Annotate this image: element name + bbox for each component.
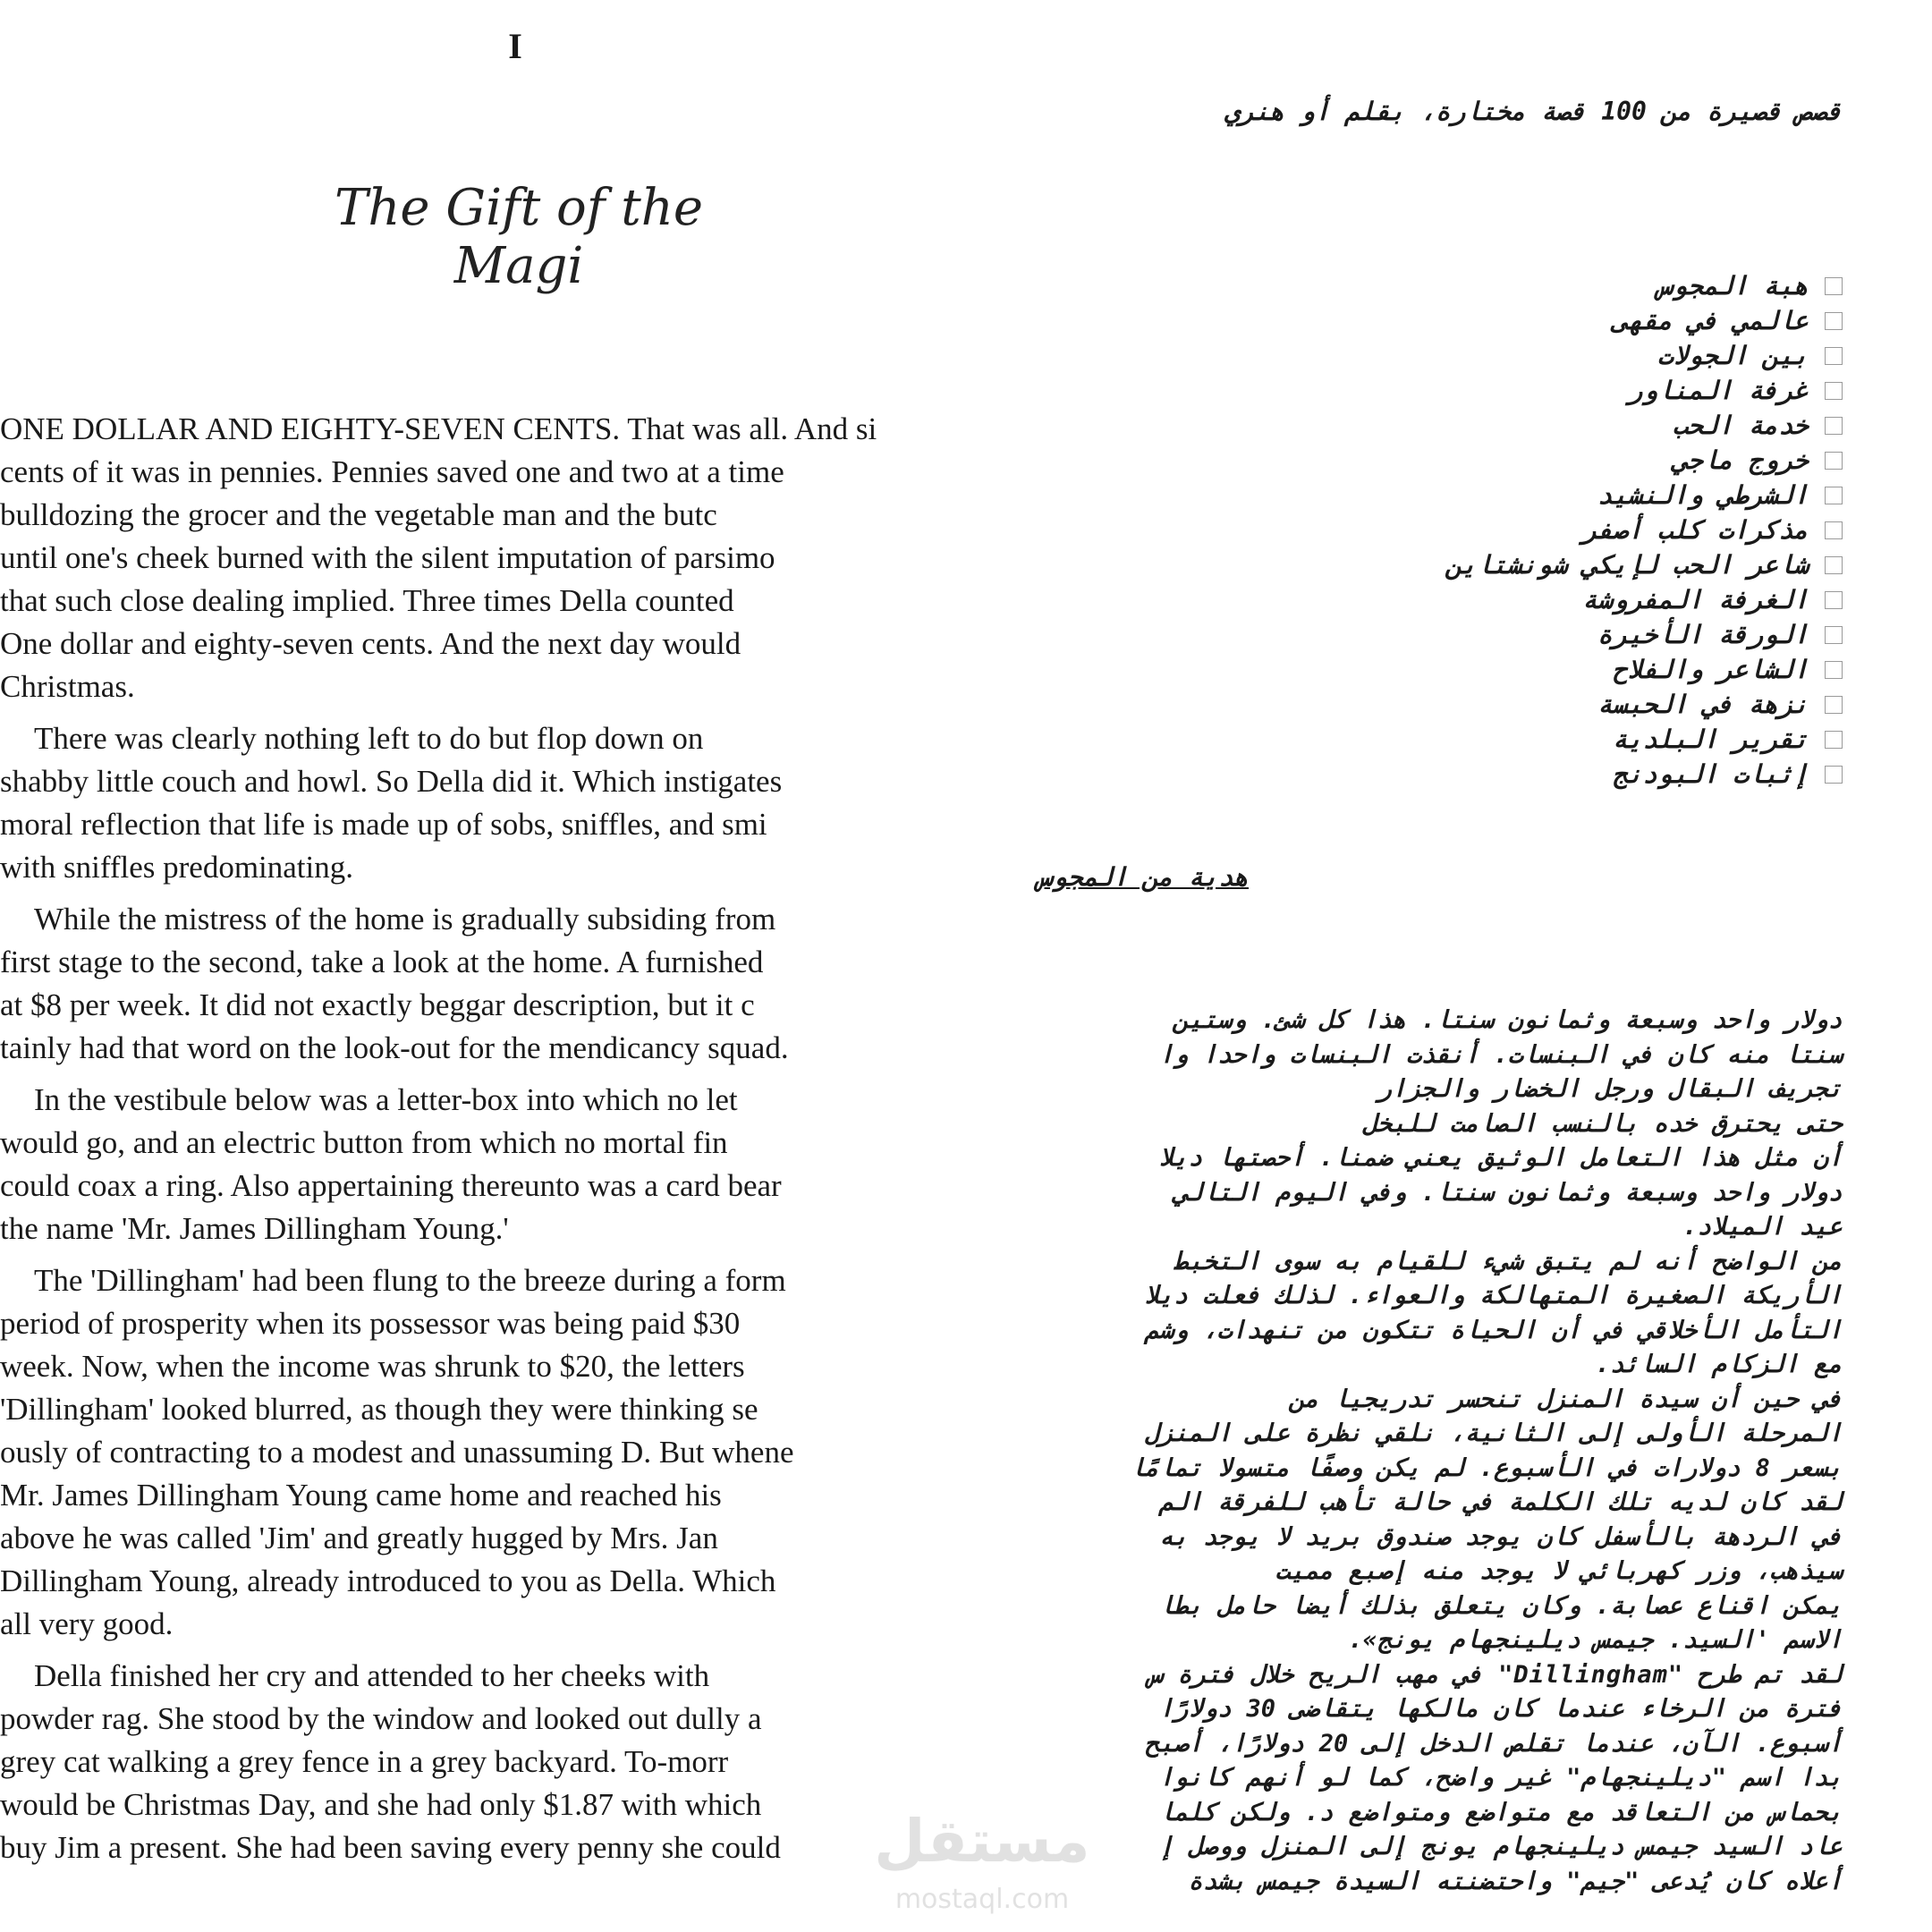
toc-item-label: الشرطي والنشيد [1597,480,1809,510]
checkbox-icon[interactable] [1825,766,1843,784]
toc-item[interactable] [1216,373,1843,408]
arabic-text-line: عيد الميلاد. [1682,1213,1843,1241]
checkbox-icon[interactable] [1825,277,1843,295]
toc-item-label: شاعر الحب لإيكي شونشتاين [1446,550,1809,580]
watermark-logo-latin: mostaql.com [894,1884,1070,1915]
toc-item[interactable] [1216,722,1843,757]
english-text-line: grey cat walking a grey fence in a grey backyard. To-morr [0,1744,729,1779]
arabic-text-line: بدا اسم "ديلينجهام" غير واضح، كما لو أنهم كانوا [1158,1764,1843,1792]
english-text-line: powder rag. She stood by the window and looked out dully a [0,1701,762,1736]
english-text-line: would go, and an electric button from which no mortal fin [0,1125,728,1160]
english-text-line: Della finished her cry and attended to her cheeks with [34,1658,710,1693]
checkbox-icon[interactable] [1825,661,1843,679]
english-text-line: ONE DOLLAR AND EIGHTY-SEVEN CENTS. That was all. And si [0,411,877,446]
arabic-text-line: في الردهة بالأسفل كان يوجد صندوق بريد لا يوجد به [1158,1522,1843,1551]
english-text-line: the name 'Mr. James Dillingham Young.' [0,1211,509,1246]
checkbox-icon[interactable] [1825,731,1843,749]
checkbox-icon[interactable] [1825,312,1843,330]
arabic-story-text [975,1004,1843,1899]
english-text-line: Mr. James Dillingham Young came home and reached his [0,1478,722,1513]
arabic-text-line: يمكن اقناع عصابة. وكان يتعلق بذلك أيضا حامل بطا [1158,1591,1843,1620]
toc-item[interactable] [1216,338,1843,373]
book-subtitle: قصص قصيرة من 100 قصة مختارة، بقلم أو هنري [1224,97,1843,126]
english-text-line: period of prosperity when its possessor was being paid $30 [0,1306,741,1341]
toc-item-label: خروج ماجي [1673,445,1809,475]
story-title: The Gift of the Magi [335,179,703,295]
arabic-text-line: سيذهب، وزر كهربائي لا يوجد منه إصبع مميت [1275,1557,1843,1585]
section-heading: هدية من المجوس [1038,862,1250,892]
english-text-line: that such close dealing implied. Three times Della counted [0,583,734,618]
toc-item-label: مذكرات كلب أصفر [1582,515,1809,545]
arabic-text-line: أعلاه كان يُدعى "جيم" واحتضنته السيدة جيمس بشدة [1188,1867,1843,1895]
arabic-text-line: من الواضح أنه لم يتبق شيء للقيام به سوى التخبط [1174,1247,1843,1275]
english-text-line: tainly had that word on the look-out for the mendicancy squad. [0,1030,789,1065]
checkbox-icon[interactable] [1825,452,1843,470]
toc-item-label: تقرير البلدية [1612,724,1809,754]
arabic-text-line: لقد كان لديه تلك الكلمة في حالة تأهب للفرقة الم [1158,1488,1843,1516]
toc-item[interactable] [1216,303,1843,338]
english-text-line: first stage to the second, take a look at the home. A furnished [0,945,764,979]
toc-item-label: بين الجولات [1657,341,1809,370]
checkbox-icon[interactable] [1825,347,1843,365]
arabic-text-line: حتى يحترق خده بالنسب الصامت للبخل [1362,1109,1843,1138]
english-text-line: at $8 per week. It did not exactly beggar description, but it c [0,987,755,1022]
arabic-text-line: في حين أن سيدة المنزل تنحسر تدريجيا من [1290,1385,1843,1413]
toc-item[interactable] [1216,687,1843,722]
toc-item[interactable] [1216,408,1843,443]
toc-item-label: عالمي في مقهى [1612,306,1809,335]
toc-item[interactable] [1216,757,1843,792]
english-text-line: would be Christmas Day, and she had only $1.87 with which [0,1787,762,1822]
toc-item-label: خدمة الحب [1673,411,1809,440]
toc-item-label: إثبات البودنج [1612,759,1809,789]
toc-item-label: الشاعر والفلاح [1612,655,1809,684]
arabic-text-line: أسبوع. الآن، عندما تقلص الدخل إلى 20 دولارًا، أصبح [1144,1729,1843,1758]
table-of-contents [1216,268,1843,792]
arabic-text-line: فترة من الرخاء عندما كان مالكها يتقاضى 30 دولارًا [1158,1695,1843,1723]
english-text-line: One dollar and eighty-seven cents. And the next day would [0,626,741,661]
toc-item-label: غرفة المناور [1627,376,1809,405]
checkbox-icon[interactable] [1825,382,1843,400]
arabic-text-line: الأريكة الصغيرة المتهالكة والعواء. لذلك فعلت ديلا [1144,1282,1843,1309]
arabic-text-line: أن مثل هذا التعامل الوثيق يعني ضمنا. أحصتها ديلا [1158,1144,1843,1172]
toc-item[interactable] [1216,617,1843,652]
checkbox-icon[interactable] [1825,417,1843,435]
english-text-line: There was clearly nothing left to do but flop down on [34,721,704,756]
arabic-text-line: مع الزكام السائد. [1595,1351,1843,1378]
english-text-line: shabby little couch and howl. So Della did it. Which instigates [0,764,783,799]
toc-item[interactable] [1216,652,1843,687]
english-text-line: While the mistress of the home is gradually subsiding from [34,902,776,936]
arabic-text-line: دولار واحد وسبعة وثمانون سنتا. هذا كل شئ. وستين [1174,1006,1843,1034]
arabic-text-line: تجريف البقال ورجل الخضار والجزار [1377,1075,1843,1103]
arabic-text-line: لقد تم طرح "Dillingham" في مهب الريح خلال فترة س [1148,1660,1843,1689]
toc-item[interactable] [1216,478,1843,513]
toc-item[interactable] [1216,582,1843,617]
arabic-text-line: سنتا منه كان في البنسات. أنقذت البنسات واحدا وا [1158,1040,1843,1069]
checkbox-icon[interactable] [1825,556,1843,574]
english-text-line: until one's cheek burned with the silent imputation of parsimo [0,540,775,575]
toc-item[interactable] [1216,443,1843,478]
english-text-line: Dillingham Young, already introduced to you as Della. Which [0,1563,776,1598]
toc-item-label: الورقة الأخيرة [1597,620,1809,649]
checkbox-icon[interactable] [1825,696,1843,714]
english-text-line: moral reflection that life is made up of sobs, sniffles, and smi [0,807,767,842]
english-text-line: In the vestibule below was a letter-box into which no let [34,1082,738,1117]
arabic-text-line: المرحلة الأولى إلى الثانية، نلقي نظرة على المنزل [1144,1419,1843,1447]
toc-item-label: نزهة في الحبسة [1597,690,1809,719]
checkbox-icon[interactable] [1825,626,1843,644]
english-text-line: could coax a ring. Also appertaining thereunto was a card bear [0,1168,782,1203]
toc-item-label: هبة المجوس [1657,271,1809,301]
arabic-text-line: بسعر 8 دولارات في الأسبوع. لم يكن وصفًا متسولا تمامًا [1130,1453,1843,1482]
chapter-number: I [508,26,522,66]
english-text-line: all very good. [0,1606,174,1641]
checkbox-icon[interactable] [1825,591,1843,609]
english-text-line: bulldozing the grocer and the vegetable man and the butc [0,497,717,532]
english-text-line: Christmas. [0,669,135,704]
arabic-translation-page [975,0,1932,1932]
checkbox-icon[interactable] [1825,487,1843,504]
english-text-line: buy Jim a present. She had been saving every penny she could [0,1830,781,1865]
english-text-line: 'Dillingham' looked blurred, as though they were thinking se [0,1392,758,1427]
english-story-text [0,408,977,1869]
english-text-line: The 'Dillingham' had been flung to the breeze during a form [34,1263,786,1298]
toc-item-label: الغرفة المفروشة [1582,585,1809,614]
checkbox-icon[interactable] [1825,521,1843,539]
english-text-line: ously of contracting to a modest and unassuming D. But whene [0,1435,794,1470]
toc-item[interactable] [1216,268,1843,303]
watermark-logo-arabic: مستقل [874,1807,1090,1876]
toc-item[interactable] [1216,547,1843,582]
toc-item[interactable] [1216,513,1843,547]
arabic-text-line: عاد السيد جيمس ديلينجهام يونج إلى المنزل ووصل إ [1158,1833,1843,1860]
english-text-line: above he was called 'Jim' and greatly hugged by Mrs. Jan [0,1521,718,1555]
english-text-line: cents of it was in pennies. Pennies saved one and two at a time [0,454,784,489]
arabic-text-line: بحماس من التعاقد مع متواضع ومتواضع د. ولكن كلما [1158,1798,1843,1826]
english-text-line: week. Now, when the income was shrunk to $20, the letters [0,1349,745,1384]
arabic-text-line: دولار واحد وسبعة وثمانون سنتا. وفي اليوم التالي [1174,1178,1843,1207]
arabic-text-line: الاسم 'السيد. جيمس ديلينجهام يونج». [1348,1626,1843,1654]
english-text-line: with sniffles predominating. [0,850,353,885]
arabic-text-line: التأمل الأخلاقي في أن الحياة تتكون من تنهدات، وشم [1144,1316,1843,1344]
